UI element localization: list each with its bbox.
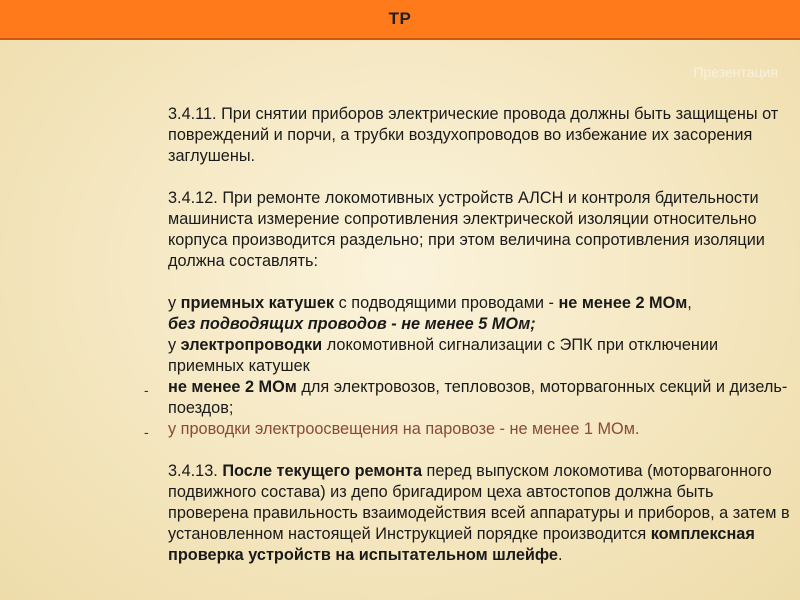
text-run: , [687, 294, 692, 312]
slide-title: ТР [388, 9, 412, 28]
watermark: Презентация [693, 64, 778, 80]
text-run: у [168, 294, 181, 312]
bold-text: комплексная проверка устройств на испытательном шлейфе [168, 525, 755, 564]
line-without-leads: без подводящих проводов - не менее 5 МОм; [168, 315, 536, 333]
text-run: для электровозов, тепловозов, моторвагонных секций и дизель-поездов; [168, 378, 788, 417]
line-receiver-coils [168, 293, 796, 314]
document-body [168, 104, 796, 566]
bullet-marker: - [144, 424, 149, 440]
line-wiring [168, 335, 796, 377]
text-run: перед выпуском локомотива (моторвагонного подвижного состава) из депо бригадиром цеха автостопов должна быть проверена правильность взаимодействия всей аппаратуры и приборов, а затем в установленном настоящей Инструкцией порядке производится [168, 462, 790, 543]
text-run: 3.4.13. [168, 462, 223, 480]
bold-text: приемных катушек [180, 294, 335, 312]
paragraph-3-4-12: 3.4.12. При ремонте локомотивных устройств АЛСН и контроля бдительности машиниста измерение сопротивления электрической изоляции относительно корпуса производится раздельно; при этом величина сопротивления изоляции должна составлять: [168, 189, 765, 270]
bold-text: не менее 2 МОм [168, 378, 297, 396]
line-min-2-mohm [168, 377, 796, 419]
text-run: с подводящими проводами - [334, 294, 559, 312]
paragraph-3-4-13 [168, 461, 796, 566]
paragraph-3-4-11: 3.4.11. При снятии приборов электрические провода должны быть защищены от повреждений и порчи, а трубки воздухопроводов во избежание их засорения заглушены. [168, 105, 779, 165]
bold-text: После текущего ремонта [222, 462, 423, 480]
text-run: . [558, 546, 563, 564]
bullet-marker: - [144, 382, 149, 398]
bold-text: не менее 2 МОм [558, 294, 688, 312]
title-bar [0, 0, 800, 40]
text-run: локомотивной сигнализации с ЭПК при отключении приемных катушек [168, 336, 719, 375]
bold-text: электропроводки [180, 336, 323, 354]
line-steam-locomotive: у проводки электроосвещения на паровозе - не менее 1 МОм. [168, 420, 640, 438]
text-run: у [168, 336, 181, 354]
